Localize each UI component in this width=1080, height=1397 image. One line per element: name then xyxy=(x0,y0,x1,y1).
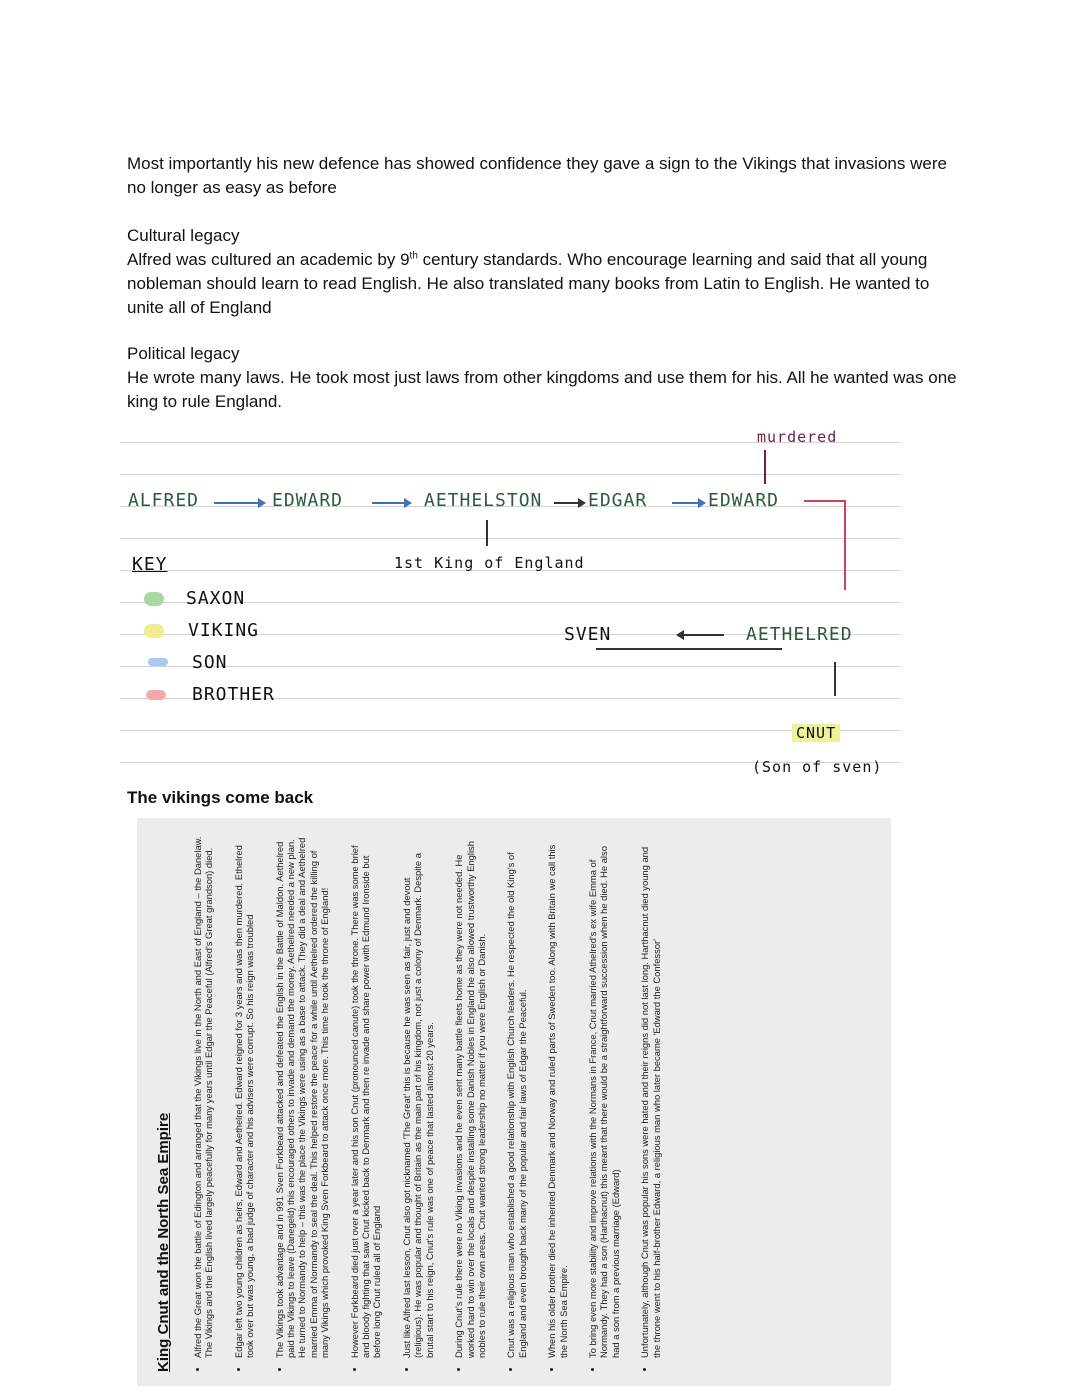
key-saxon: SAXON xyxy=(186,588,246,609)
key-son: SON xyxy=(192,652,228,673)
murdered-note: murdered xyxy=(757,428,838,446)
textbook-page-content xyxy=(137,818,891,1386)
key-viking: VIKING xyxy=(188,620,260,641)
list-item: • Alfred the Great won the battle of Edington and arranged that the Vikings live in the North and East of England – the Danelaw. The Vikings and the English lived largely peacefully for many years until Edgar the Peaceful (Alfred's Great grandson) died. xyxy=(192,832,215,1358)
scan-title: King Cnut and the North Sea Empire xyxy=(155,1112,172,1372)
cultural-legacy-heading: Cultural legacy xyxy=(127,226,240,245)
list-item: • Edgar left two young children as heirs, Edward and Aethelred. Edward reigned for 3 years and was then murdered. Ethelred took over but was young, a bad judge of character and his advisers were corrupt. So his reign was troubled xyxy=(233,832,256,1358)
king-aethelred: AETHELRED xyxy=(746,624,853,645)
political-legacy-section xyxy=(127,342,957,414)
brother-swatch xyxy=(146,690,166,700)
brother-bracket-down xyxy=(844,500,846,590)
king-aethelston: AETHELSTON xyxy=(424,490,543,511)
scan-bullet-list xyxy=(192,832,662,1372)
ruled-line xyxy=(120,730,900,731)
ruled-line xyxy=(120,474,900,475)
key-label: KEY xyxy=(132,554,168,575)
ruled-line xyxy=(120,666,900,667)
list-item: • The Vikings took advantage and in 991 Sven Forkbeard attacked and defeated the English in the Battle of Maldon. Aethelred paid the Vikings to leave (Danegeld) this encouraged others to invade and demand the money. Aethelred needed a new plan. He turned to Normandy to help – this was the place the Vikings were using as a base to attack. They did a deal and Aethelred married Emma of Normandy to seal the deal. This helped restore the peace for a while until Aethelred ordered the killing of many Vikings which provoked King Sven Forkbeard to attack once more. This time he took the throne of England! xyxy=(274,832,331,1358)
cnut-note: (Son of sven) xyxy=(752,758,883,776)
list-item: • To bring even more stability and improve relations with the Normans in France, Cnut married Athelred's ex wife Emma of Normandy. They had a son (Harthacnut) this meant that there would be a straightforward succession when he died. He also had a son from a previous marriage (Edward) xyxy=(587,832,621,1358)
ruled-line xyxy=(120,538,900,539)
intro-text: Most importantly his new defence has showed confidence they gave a sign to the Vikings that invasions were no longer as easy as before xyxy=(127,154,947,197)
list-item: • Just like Alfred last lesson, Cnut also got nicknamed 'The Great' this is because he was seen as fair, just and devout (religious). He was popular and thought of Britain as the main part of his kingdom, not just a colony of Denmark. Despite a brutal start to his reign, Cnut's rule was one of peace that lasted almost 20 years. xyxy=(401,832,435,1358)
murdered-arrow xyxy=(764,450,766,484)
left-arrow xyxy=(678,634,724,636)
son-arrow xyxy=(672,502,704,504)
brother-arrow xyxy=(554,502,584,504)
son-arrow xyxy=(372,502,410,504)
son-arrow xyxy=(214,502,264,504)
king-alfred: ALFRED xyxy=(128,490,200,511)
viking-sven: SVEN xyxy=(564,624,612,645)
connector-line xyxy=(596,648,782,650)
king-edgar: EDGAR xyxy=(588,490,648,511)
king-edward: EDWARD xyxy=(272,490,344,511)
textbook-page-image xyxy=(137,818,891,1386)
list-item: • However Forkbeard died just over a year later and his son Cnut (pronounced canute) took the throne. There was some brief and bloody fighting that saw Cnut kicked back to Denmark and then re invade and share power with Edmund Ironside but before long Cnut ruled all of England xyxy=(349,832,383,1358)
cultural-legacy-section xyxy=(127,224,957,320)
king-edward-2: EDWARD xyxy=(708,490,780,511)
cultural-legacy-text: Alfred was cultured an academic by 9th century standards. Who encourage learning and said that all young nobleman should learn to read English. He also translated many books from Latin to English. He wanted to unite all of England xyxy=(127,250,930,317)
viking-swatch xyxy=(144,624,164,638)
list-item: • Unfortunately, although Cnut was popular his sons were hated and their reigns did not last long. Harthacnut died young and the throne went to his half-brother Edward, a religious man who later became 'Edward the Confessor' xyxy=(639,832,662,1358)
intro-paragraph xyxy=(127,152,957,200)
saxon-swatch xyxy=(144,592,164,606)
political-legacy-heading: Political legacy xyxy=(127,344,240,363)
key-brother: BROTHER xyxy=(192,684,275,705)
viking-cnut: CNUT xyxy=(792,724,840,742)
list-item: • When his older brother died he inherited Denmark and Norway and ruled parts of Sweden too. Along with Britain we call this the North Sea Empire. xyxy=(546,832,569,1358)
vikings-come-back-heading: The vikings come back xyxy=(127,788,314,807)
down-arrow xyxy=(486,520,488,546)
list-item: • Cnut was a religious man who established a good relationship with English Church leaders. He respected the old King's of England and even brought back many of the popular and fair laws of Edgar the Peaceful. xyxy=(505,832,528,1358)
first-king-note: 1st King of England xyxy=(394,554,585,572)
son-swatch xyxy=(148,658,168,666)
handwritten-notes xyxy=(120,420,900,780)
list-item: • During Cnut's rule there were no Viking invasions and he even sent many battle fleets home as they were not needed. He worked hard to win over the locals and despite installing some Danish Nobles in England he also allowed trustworthy English nobles to rule their own areas. Cnut wanted strong leadership no matter if you were English or Danish. xyxy=(453,832,487,1358)
brother-bracket-top xyxy=(804,500,846,502)
political-legacy-text: He wrote many laws. He took most just laws from other kingdoms and use them for his. All he wanted was one king to rule England. xyxy=(127,368,957,411)
down-arrow xyxy=(834,662,836,696)
